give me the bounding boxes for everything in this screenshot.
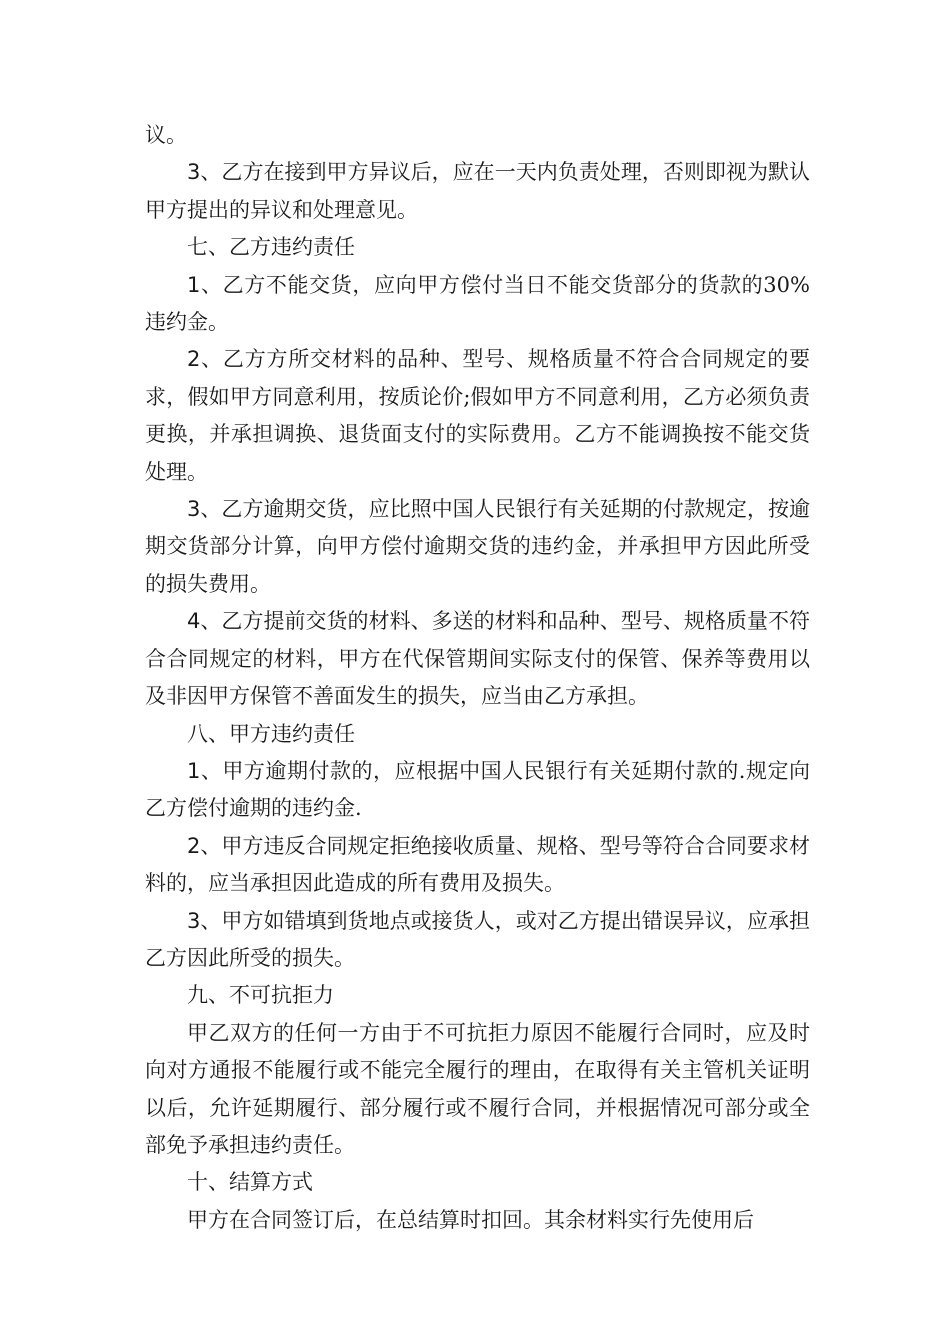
clause-text: 、乙方不能交货，应向甲方偿付当日不能交货部分的货款的30%违约金。 [145,272,810,335]
clause-text: 、乙方方所交材料的品种、型号、规格质量不符合合同规定的要求，假如甲方同意利用，按质论价;假如甲方不同意利用，乙方必须负责更换，并承担调换、退货面支付的实际费用。乙方不能调换按不能交货处理。 [145,347,810,484]
clause-text: 、乙方提前交货的材料、多送的材料和品种、型号、规格质量不符合合同规定的材料，甲方在代保管期间实际支付的保管、保养等费用以及非因甲方保管不善面发生的损失，应当由乙方承担。 [145,609,810,709]
section-heading-10: 十、结算方式 [187,1170,313,1195]
clause-number: 2 [187,833,201,858]
document-body [145,117,810,1239]
clause-text: 、甲方逾期付款的，应根据中国人民银行有关延期付款的.规定向乙方偿付逾期的违约金. [145,758,810,821]
clause-text: 、乙方逾期交货，应比照中国人民银行有关延期的付款规定，按逾期交货部分计算，向甲方偿付逾期交货的违约金，并承担甲方因此所受的损失费用。 [145,497,810,596]
clause-number: 3 [187,497,201,522]
clause-text: 、甲方如错填到货地点或接货人，或对乙方提出错误异议，应承担乙方因此所受的损失。 [145,908,810,970]
clause-number: 3 [187,908,201,933]
clause-7-2-paragraph [145,341,810,491]
clause-number: 1 [187,758,201,783]
clause-8-1-paragraph [145,753,810,828]
clause-6-3-paragraph [145,154,810,229]
clause-number: 2 [187,347,201,372]
section-heading-7: 七、乙方违约责任 [187,235,355,260]
clause-number: 4 [187,609,201,634]
section-heading-9: 九、不可抗拒力 [187,983,334,1008]
clause-8-3-paragraph [145,903,810,978]
clause-number: 1 [187,272,201,297]
clause-text: 、甲方违反合同规定拒绝接收质量、规格、型号等符合合同要求材料的，应当承担因此造成的所有费用及损失。 [145,833,810,896]
settlement-paragraph: 甲方在合同签订后，在总结算时扣回。其余材料实行先使用后 [187,1207,754,1232]
clause-text: 、乙方在接到甲方异议后，应在一天内负责处理，否则即视为默认甲方提出的异议和处理意见。 [145,160,810,222]
force-majeure-paragraph: 甲乙双方的任何一方由于不可抗拒力原因不能履行合同时，应及时向对方通报不能履行或不能完全履行的理由，在取得有关主管机关证明以后，允许延期履行、部分履行或不履行合同，并根据情况可部分或全部免予承担违约责任。 [145,1020,810,1157]
clause-number: 3 [187,160,201,185]
clause-7-4-paragraph [145,603,810,715]
clause-7-3-paragraph [145,491,810,603]
clause-8-2-paragraph [145,828,810,903]
section-heading-8: 八、甲方违约责任 [187,721,355,746]
clause-7-1-paragraph [145,267,810,342]
paragraph-continuation: 议。 [145,123,187,147]
